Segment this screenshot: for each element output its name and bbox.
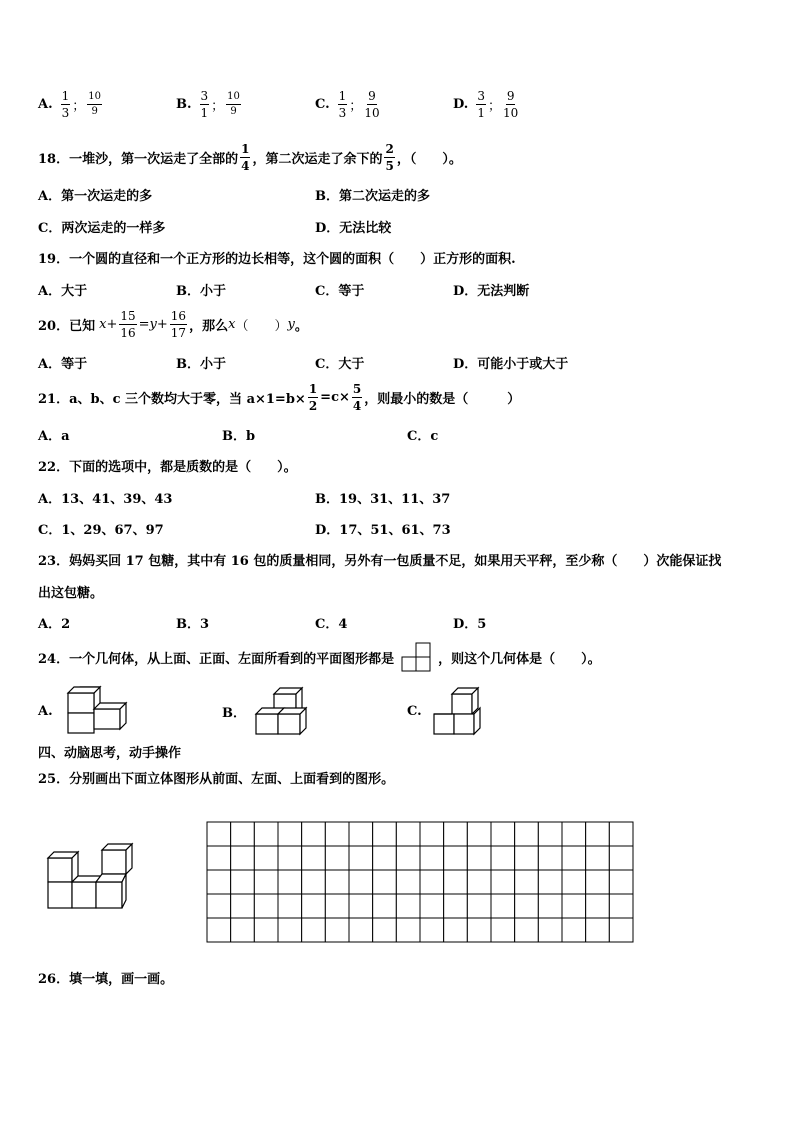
q24-view-figure — [398, 641, 434, 673]
grid-cell — [420, 870, 444, 894]
grid-cell — [538, 918, 562, 942]
grid-cell — [467, 918, 491, 942]
q24-option-a-label: A. — [38, 703, 53, 719]
grid-cell — [515, 870, 539, 894]
q24-option-c-figure — [432, 686, 488, 738]
grid-cell — [396, 870, 420, 894]
grid-cell — [515, 846, 539, 870]
grid-cell — [302, 846, 326, 870]
grid-cell — [562, 870, 586, 894]
grid-cell — [562, 822, 586, 846]
grid-cell — [254, 846, 278, 870]
grid-cell — [349, 894, 373, 918]
q23-option-d: D．5 — [453, 616, 487, 632]
q19-option-a: A．大于 — [38, 283, 88, 299]
grid-cell — [586, 894, 610, 918]
grid-cell — [254, 822, 278, 846]
grid-cell — [278, 870, 302, 894]
grid-cell — [207, 822, 231, 846]
q23-stem-line1: 23．妈妈买回 17 包糖，其中有 16 包的质量相同，另外有一包质量不足，如果用天平秤，至少称（ ）次能保证找 — [38, 553, 722, 569]
q22-option-c: C．1、29、67、97 — [38, 522, 164, 538]
q19-option-b: B．小于 — [176, 283, 226, 299]
q20-option-c: C．大于 — [315, 356, 365, 372]
grid-cell — [278, 846, 302, 870]
section-4-heading: 四、动脑思考，动手操作 — [38, 745, 182, 761]
q22-option-b: B．19、31、11、37 — [315, 491, 451, 507]
q18-stem: 18．一堆沙，第一次运走了全部的 $\frac{1}{4}$ ，第二次运走了余下的 $\frac{2}{5}$ ，（ ）。 — [38, 141, 462, 173]
q18-option-c: C．两次运走的一样多 — [38, 220, 166, 236]
grid-cell — [562, 894, 586, 918]
q17-option-d: D. $\frac{3}{1}$ ； $\frac{9}{10}$ — [453, 88, 519, 120]
q26-stem: 26．填一填，画一画。 — [38, 971, 174, 987]
grid-cell — [538, 822, 562, 846]
q18-option-d: D．无法比较 — [315, 220, 392, 236]
grid-cell — [538, 846, 562, 870]
grid-cell — [254, 870, 278, 894]
grid-cell — [515, 822, 539, 846]
grid-cell — [420, 822, 444, 846]
grid-cell — [562, 846, 586, 870]
q23-stem-line2: 出这包糖。 — [38, 585, 104, 601]
grid-cell — [349, 822, 373, 846]
grid-cell — [491, 870, 515, 894]
grid-cell — [373, 894, 397, 918]
grid-cell — [586, 846, 610, 870]
q18-option-a: A．第一次运走的多 — [38, 188, 153, 204]
grid-cell — [207, 894, 231, 918]
grid-cell — [444, 846, 468, 870]
grid-cell — [207, 918, 231, 942]
grid-cell — [254, 894, 278, 918]
q17-option-c: C. $\frac{1}{3}$ ； $\frac{9}{10}$ — [315, 88, 380, 120]
q19-option-c: C．等于 — [315, 283, 365, 299]
grid-cell — [373, 822, 397, 846]
grid-cell — [302, 894, 326, 918]
grid-cell — [231, 870, 255, 894]
grid-cell — [467, 846, 491, 870]
q20-stem: 20．已知 x + $\frac{15}{16}$ = y + $\frac{16}{17}$ ，那么 x （ ） y 。 — [38, 308, 308, 340]
grid-cell — [302, 822, 326, 846]
q21-option-c: C．c — [407, 428, 439, 444]
grid-cell — [278, 822, 302, 846]
q24-option-b-figure — [252, 686, 316, 738]
grid-cell — [586, 918, 610, 942]
q17-option-a: A. $\frac{1}{3}$ ； $\frac{10}{9}$ — [38, 88, 102, 120]
grid-cell — [538, 894, 562, 918]
q21-option-a: A．a — [38, 428, 70, 444]
grid-cell — [302, 918, 326, 942]
q25-solid-figure — [44, 842, 136, 914]
grid-cell — [325, 870, 349, 894]
grid-cell — [325, 846, 349, 870]
q22-option-a: A．13、41、39、43 — [38, 491, 173, 507]
grid-cell — [467, 822, 491, 846]
grid-cell — [396, 918, 420, 942]
q24-option-c-label: C. — [407, 703, 422, 719]
q25-stem: 25．分别画出下面立体图形从前面、左面、上面看到的图形。 — [38, 771, 395, 787]
q19-option-d: D．无法判断 — [453, 283, 530, 299]
grid-cell — [420, 918, 444, 942]
grid-cell — [444, 918, 468, 942]
grid-cell — [515, 918, 539, 942]
grid-cell — [231, 918, 255, 942]
grid-cell — [444, 894, 468, 918]
q24-option-b-label: B． — [222, 705, 246, 721]
grid-cell — [207, 870, 231, 894]
grid-cell — [396, 822, 420, 846]
grid-cell — [325, 918, 349, 942]
grid-cell — [467, 894, 491, 918]
q22-option-d: D．17、51、61、73 — [315, 522, 451, 538]
grid-cell — [491, 918, 515, 942]
grid-cell — [609, 918, 633, 942]
grid-cell — [538, 870, 562, 894]
grid-cell — [491, 894, 515, 918]
q22-stem: 22．下面的选项中，都是质数的是（ ）。 — [38, 459, 297, 475]
grid-cell — [231, 846, 255, 870]
q25-drawing-grid — [207, 822, 633, 942]
q23-option-b: B．3 — [176, 616, 210, 632]
grid-cell — [349, 846, 373, 870]
grid-cell — [515, 894, 539, 918]
grid-cell — [302, 870, 326, 894]
grid-cell — [420, 846, 444, 870]
q21-stem: 21．a、b、c 三个数均大于零，当 a×1=b× $\frac{1}{2}$ =c× $\frac{5}{4}$ ，则最小的数是（ ） — [38, 381, 521, 413]
q20-option-b: B．小于 — [176, 356, 226, 372]
q23-option-a: A．2 — [38, 616, 71, 632]
grid-cell — [396, 846, 420, 870]
grid-cell — [444, 822, 468, 846]
grid-cell — [373, 918, 397, 942]
q23-option-c: C．4 — [315, 616, 348, 632]
grid-cell — [420, 894, 444, 918]
grid-cell — [609, 822, 633, 846]
grid-cell — [609, 894, 633, 918]
q17-option-b: B. $\frac{3}{1}$ ； $\frac{10}{9}$ — [176, 88, 240, 120]
grid-cell — [491, 822, 515, 846]
q24-stem: 24．一个几何体，从上面、正面、左面所看到的平面图形都是 ，则这个几何体是（ ）。 — [38, 646, 601, 668]
q20-option-a: A．等于 — [38, 356, 88, 372]
grid-cell — [467, 870, 491, 894]
grid-cell — [278, 894, 302, 918]
grid-cell — [278, 918, 302, 942]
grid-cell — [396, 894, 420, 918]
grid-cell — [444, 870, 468, 894]
grid-cell — [349, 870, 373, 894]
grid-cell — [373, 846, 397, 870]
grid-cell — [491, 846, 515, 870]
q18-option-b: B．第二次运走的多 — [315, 188, 430, 204]
q20-option-d: D．可能小于或大于 — [453, 356, 569, 372]
q19-stem: 19．一个圆的直径和一个正方形的边长相等，这个圆的面积（ ）正方形的面积. — [38, 251, 516, 267]
grid-cell — [609, 870, 633, 894]
grid-cell — [207, 846, 231, 870]
grid-cell — [609, 846, 633, 870]
grid-cell — [586, 822, 610, 846]
grid-cell — [325, 822, 349, 846]
grid-cell — [231, 822, 255, 846]
grid-cell — [562, 918, 586, 942]
q21-option-b: B．b — [222, 428, 256, 444]
grid-cell — [373, 870, 397, 894]
q24-option-a-figure — [66, 685, 130, 737]
grid-cell — [325, 894, 349, 918]
grid-cell — [231, 894, 255, 918]
grid-cell — [254, 918, 278, 942]
grid-cell — [586, 870, 610, 894]
grid-cell — [349, 918, 373, 942]
